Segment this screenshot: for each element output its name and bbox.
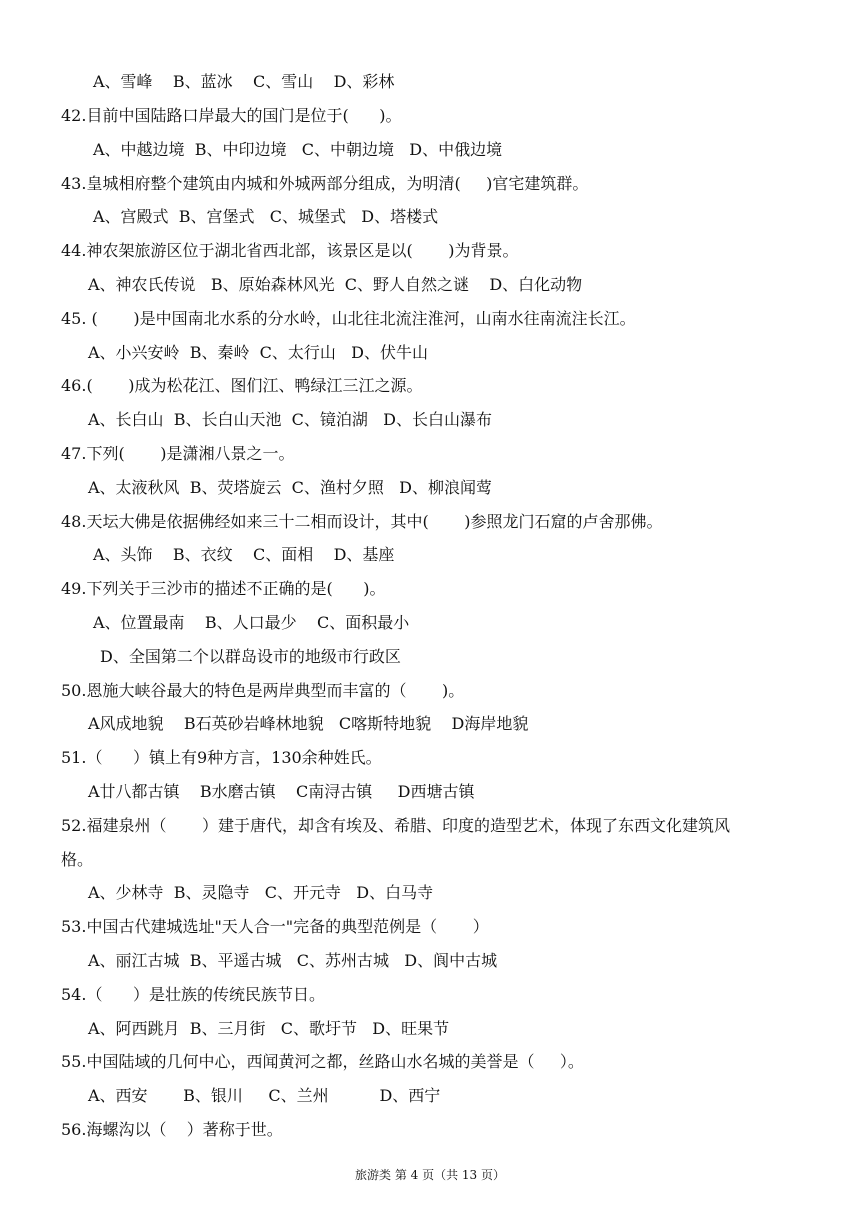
question-49: 49.下列关于三沙市的描述不正确的是( )。 (61, 579, 386, 598)
options-line: A、丽江古城 B、平遥古城 C、苏州古城 D、阆中古城 (88, 951, 498, 970)
options-line: A、宫殿式 B、宫堡式 C、城堡式 D、塔楼式 (93, 207, 439, 226)
options-line: A、位置最南 B、人口最少 C、面积最小 (93, 613, 410, 632)
options-line: A风成地貌 B石英砂岩峰林地貌 C喀斯特地貌 D海岸地貌 (88, 714, 529, 733)
options-line: A、阿西跳月 B、三月街 C、歌圩节 D、旺果节 (88, 1019, 450, 1038)
question-45: 45. ( )是中国南北水系的分水岭，山北往北流注淮河，山南水往南流注长江。 (61, 309, 636, 328)
options-line: A、小兴安岭 B、秦岭 C、太行山 D、伏牛山 (88, 343, 428, 362)
page-footer: 旅游类 第 4 页（共 13 页） (355, 1168, 505, 1182)
question-54: 54.（ ）是壮族的传统民族节日。 (61, 985, 325, 1004)
options-line: A、雪峰 B、蓝冰 C、雪山 D、彩林 (93, 72, 395, 91)
options-line: A、神农氏传说 B、原始森林风光 C、野人自然之谜 D、白化动物 (88, 275, 583, 294)
options-line: A廿八都古镇 B水磨古镇 C南浔古镇 D西塘古镇 (88, 782, 475, 801)
question-44: 44.神农架旅游区位于湖北省西北部，该景区是以( )为背景。 (61, 241, 519, 260)
options-line: D、全国第二个以群岛设市的地级市行政区 (100, 647, 401, 666)
options-line: A、中越边境 B、中印边境 C、中朝边境 D、中俄边境 (93, 140, 503, 159)
question-52: 52.福建泉州（ ）建于唐代，却含有埃及、希腊、印度的造型艺术，体现了东西文化建筑风 (61, 816, 731, 835)
question-51: 51.（ ）镇上有9种方言，130余种姓氏。 (61, 748, 382, 767)
options-line: A、长白山 B、长白山天池 C、镜泊湖 D、长白山瀑布 (88, 410, 492, 429)
question-48: 48.天坛大佛是依据佛经如来三十二相而设计，其中( )参照龙门石窟的卢舍那佛。 (61, 512, 663, 531)
question-50: 50.恩施大峡谷最大的特色是两岸典型而丰富的（ )。 (61, 681, 465, 700)
question-43: 43.皇城相府整个建筑由内城和外城两部分组成，为明清( )官宅建筑群。 (61, 174, 589, 193)
options-line: A、太液秋风 B、荧塔旋云 C、渔村夕照 D、柳浪闻莺 (88, 478, 492, 497)
question-55: 55.中国陆域的几何中心，西闻黄河之都，丝路山水名城的美誉是（ ）。 (61, 1052, 584, 1071)
question-52-cont: 格。 (61, 850, 94, 869)
question-56: 56.海螺沟以（ ）著称于世。 (61, 1120, 283, 1139)
question-47: 47.下列( )是潇湘八景之一。 (61, 444, 295, 463)
options-line: A、西安 B、银川 C、兰州 D、西宁 (88, 1086, 441, 1105)
question-46: 46.( )成为松花江、图们江、鸭绿江三江之源。 (61, 376, 423, 395)
options-line: A、少林寺 B、灵隐寺 C、开元寺 D、白马寺 (88, 883, 434, 902)
question-53: 53.中国古代建城选址"天人合一"完备的典型范例是（ ） (61, 917, 489, 936)
options-line: A、头饰 B、衣纹 C、面相 D、基座 (93, 545, 395, 564)
question-42: 42.目前中国陆路口岸最大的国门是位于( )。 (61, 106, 402, 125)
